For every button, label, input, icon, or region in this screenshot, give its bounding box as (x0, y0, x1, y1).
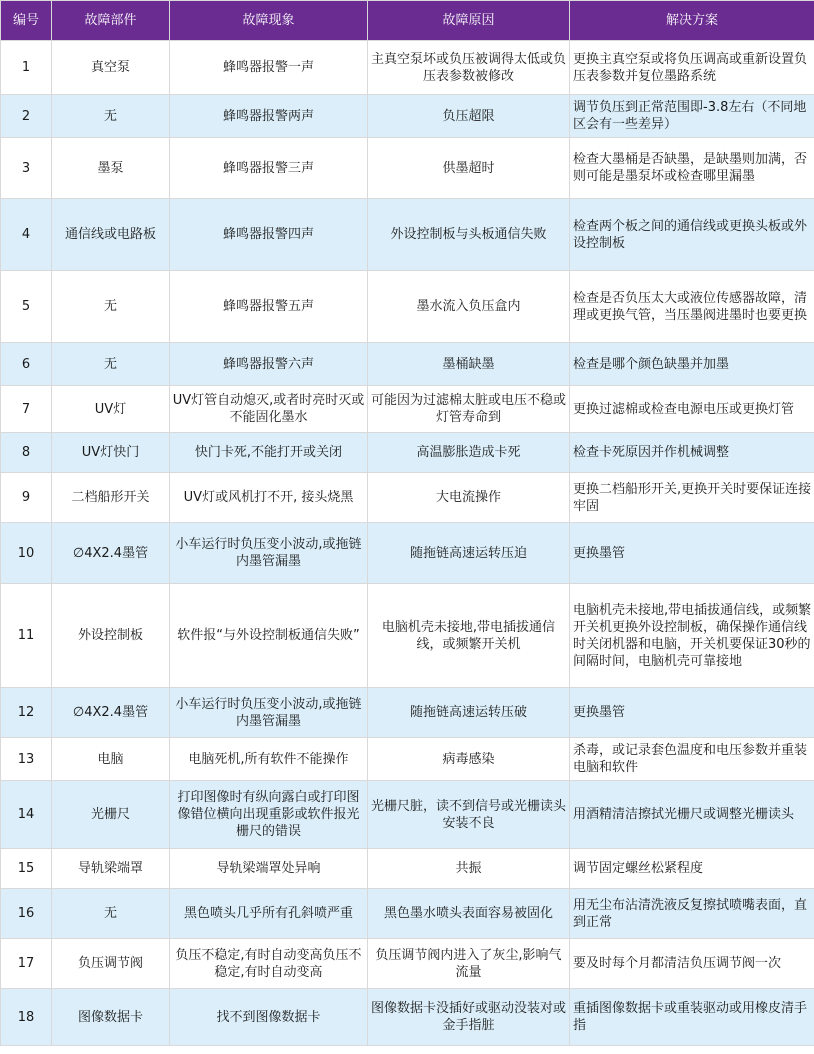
cell-symptom: 黑色喷头几乎所有孔斜喷严重 (170, 889, 368, 939)
cell-part: 负压调节阀 (52, 939, 170, 989)
cell-solution: 更换墨管 (570, 688, 814, 738)
table-row (1, 688, 814, 738)
cell-symptom: UV灯或风机打不开, 接头烧黑 (170, 473, 368, 523)
cell-symptom: 快门卡死,不能打开或关闭 (170, 433, 368, 473)
table-row (1, 386, 814, 433)
cell-cause: 可能因为过滤棉太脏或电压不稳或灯管寿命到 (368, 386, 570, 433)
cell-no: 5 (1, 271, 52, 343)
cell-cause: 共振 (368, 849, 570, 889)
header-cause: 故障原因 (368, 1, 570, 41)
table-row (1, 271, 814, 343)
cell-solution: 检查两个板之间的通信线或更换头板或外设控制板 (570, 199, 814, 271)
cell-part: UV灯快门 (52, 433, 170, 473)
cell-symptom: 小车运行时负压变小波动,或拖链内墨管漏墨 (170, 523, 368, 584)
table-row (1, 473, 814, 523)
cell-solution: 用无尘布沾清洗液反复擦拭喷嘴表面，直到正常 (570, 889, 814, 939)
cell-symptom: 导轨梁端罩处异响 (170, 849, 368, 889)
cell-solution: 检查大墨桶是否缺墨，是缺墨则加满，否则可能是墨泵坏或检查哪里漏墨 (570, 138, 814, 199)
cell-part: 真空泵 (52, 41, 170, 95)
cell-no: 17 (1, 939, 52, 989)
header-symptom: 故障现象 (170, 1, 368, 41)
cell-no: 2 (1, 95, 52, 138)
header-solution: 解决方案 (570, 1, 814, 41)
cell-part: 墨泵 (52, 138, 170, 199)
cell-no: 13 (1, 738, 52, 781)
cell-part: UV灯 (52, 386, 170, 433)
cell-no: 18 (1, 989, 52, 1046)
cell-no: 12 (1, 688, 52, 738)
cell-solution: 更换过滤棉或检查电源电压或更换灯管 (570, 386, 814, 433)
cell-no: 14 (1, 781, 52, 849)
header-row (1, 1, 814, 41)
table-row (1, 433, 814, 473)
cell-no: 9 (1, 473, 52, 523)
cell-symptom: 软件报“与外设控制板通信失败” (170, 584, 368, 688)
cell-solution: 检查是否负压太大或液位传感器故障，清理或更换气管，当压墨阀进墨时也要更换 (570, 271, 814, 343)
cell-part: ∅4X2.4墨管 (52, 523, 170, 584)
cell-no: 15 (1, 849, 52, 889)
cell-symptom: 蜂鸣器报警五声 (170, 271, 368, 343)
table-row (1, 95, 814, 138)
cell-cause: 光栅尺脏，读不到信号或光栅读头安装不良 (368, 781, 570, 849)
cell-symptom: 打印图像时有纵向露白或打印图像错位横向出现重影或软件报光栅尺的错误 (170, 781, 368, 849)
table-row (1, 939, 814, 989)
cell-symptom: 负压不稳定,有时自动变高负压不稳定,有时自动变高 (170, 939, 368, 989)
cell-symptom: 蜂鸣器报警三声 (170, 138, 368, 199)
table-row (1, 523, 814, 584)
cell-no: 11 (1, 584, 52, 688)
cell-no: 4 (1, 199, 52, 271)
table-row (1, 138, 814, 199)
cell-symptom: 蜂鸣器报警四声 (170, 199, 368, 271)
cell-part: 光栅尺 (52, 781, 170, 849)
cell-symptom: 蜂鸣器报警一声 (170, 41, 368, 95)
cell-symptom: 小车运行时负压变小波动,或拖链内墨管漏墨 (170, 688, 368, 738)
table-row (1, 781, 814, 849)
header-part: 故障部件 (52, 1, 170, 41)
cell-no: 10 (1, 523, 52, 584)
cell-solution: 检查卡死原因并作机械调整 (570, 433, 814, 473)
cell-cause: 病毒感染 (368, 738, 570, 781)
cell-cause: 黑色墨水喷头表面容易被固化 (368, 889, 570, 939)
cell-part: 二档船形开关 (52, 473, 170, 523)
table-row (1, 343, 814, 386)
cell-no: 7 (1, 386, 52, 433)
cell-solution: 更换主真空泵或将负压调高或重新设置负压表参数并复位墨路系统 (570, 41, 814, 95)
cell-cause: 负压调节阀内进入了灰尘,影响气流量 (368, 939, 570, 989)
header-no: 编号 (1, 1, 52, 41)
table-row (1, 989, 814, 1046)
cell-cause: 供墨超时 (368, 138, 570, 199)
cell-part: 通信线或电路板 (52, 199, 170, 271)
cell-no: 3 (1, 138, 52, 199)
cell-symptom: 电脑死机,所有软件不能操作 (170, 738, 368, 781)
cell-symptom: UV灯管自动熄灭,或者时亮时灭或不能固化墨水 (170, 386, 368, 433)
cell-cause: 高温膨胀造成卡死 (368, 433, 570, 473)
cell-cause: 电脑机壳未接地,带电插拔通信线，或频繁开关机 (368, 584, 570, 688)
cell-no: 6 (1, 343, 52, 386)
table-row (1, 584, 814, 688)
cell-cause: 外设控制板与头板通信失败 (368, 199, 570, 271)
cell-cause: 大电流操作 (368, 473, 570, 523)
cell-part: 无 (52, 343, 170, 386)
table-row (1, 738, 814, 781)
cell-solution: 检查是哪个颜色缺墨并加墨 (570, 343, 814, 386)
cell-symptom: 蜂鸣器报警两声 (170, 95, 368, 138)
cell-cause: 墨桶缺墨 (368, 343, 570, 386)
cell-part: 图像数据卡 (52, 989, 170, 1046)
cell-cause: 主真空泵坏或负压被调得太低或负压表参数被修改 (368, 41, 570, 95)
table-row (1, 849, 814, 889)
cell-solution: 更换二档船形开关,更换开关时要保证连接牢固 (570, 473, 814, 523)
cell-cause: 墨水流入负压盒内 (368, 271, 570, 343)
cell-solution: 调节负压到正常范围即-3.8左右（不同地区会有一些差异） (570, 95, 814, 138)
cell-solution: 电脑机壳未接地,带电插拔通信线，或频繁开关机更换外设控制板，确保操作通信线时关闭机器和电脑，开关机要保证30秒的间隔时间，电脑机壳可靠接地 (570, 584, 814, 688)
table-row (1, 41, 814, 95)
cell-solution: 调节固定螺丝松紧程度 (570, 849, 814, 889)
cell-part: ∅4X2.4墨管 (52, 688, 170, 738)
cell-symptom: 蜂鸣器报警六声 (170, 343, 368, 386)
table-row (1, 199, 814, 271)
cell-part: 电脑 (52, 738, 170, 781)
cell-part: 无 (52, 889, 170, 939)
cell-no: 16 (1, 889, 52, 939)
cell-solution: 重插图像数据卡或重装驱动或用橡皮清手指 (570, 989, 814, 1046)
table-row (1, 889, 814, 939)
cell-solution: 更换墨管 (570, 523, 814, 584)
cell-part: 无 (52, 271, 170, 343)
cell-no: 1 (1, 41, 52, 95)
cell-part: 导轨梁端罩 (52, 849, 170, 889)
cell-cause: 负压超限 (368, 95, 570, 138)
cell-part: 外设控制板 (52, 584, 170, 688)
cell-part: 无 (52, 95, 170, 138)
cell-cause: 随拖链高速运转压破 (368, 688, 570, 738)
cell-symptom: 找不到图像数据卡 (170, 989, 368, 1046)
cell-no: 8 (1, 433, 52, 473)
cell-cause: 图像数据卡没插好或驱动没装对或金手指脏 (368, 989, 570, 1046)
cell-solution: 要及时每个月都清洁负压调节阀一次 (570, 939, 814, 989)
cell-solution: 用酒精清洁擦拭光栅尺或调整光栅读头 (570, 781, 814, 849)
cell-solution: 杀毒，或记录套色温度和电压参数并重装电脑和软件 (570, 738, 814, 781)
cell-cause: 随拖链高速运转压迫 (368, 523, 570, 584)
